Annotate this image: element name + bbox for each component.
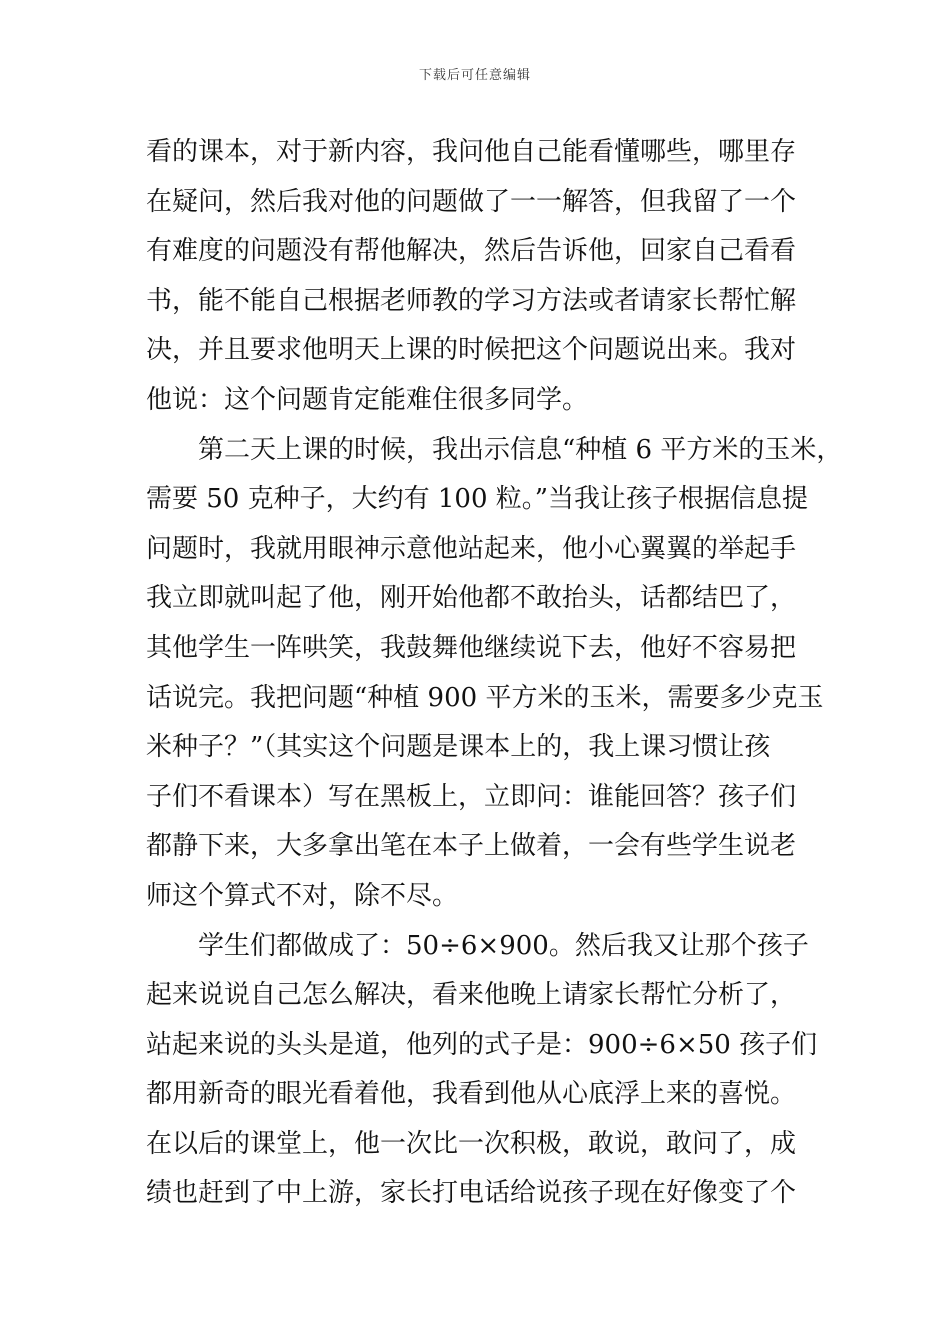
text-line: 他说：这个问题肯定能难住很多同学。 bbox=[146, 384, 589, 415]
text-line: 有难度的问题没有帮他解决，然后告诉他，回家自己看看 bbox=[146, 236, 797, 267]
text-line: 起来说说自己怎么解决，看来他晚上请家长帮忙分析了， bbox=[146, 980, 797, 1011]
text-line: 决，并且要求他明天上课的时候把这个问题说出来。我对 bbox=[146, 335, 797, 366]
text-line: 都静下来，大多拿出笔在本子上做着，一会有些学生说老 bbox=[146, 831, 797, 862]
text-line: 书，能不能自己根据老师教的学习方法或者请家长帮忙解 bbox=[146, 285, 797, 316]
text-line: 学生们都做成了：50÷6×900。然后我又让那个孩子 bbox=[146, 930, 809, 961]
text-line: 都用新奇的眼光看着他，我看到他从心底浮上来的喜悦。 bbox=[146, 1079, 797, 1110]
text-line: 话说完。我把问题“种植 900 平方米的玉米，需要多少克玉 bbox=[146, 682, 824, 713]
text-line: 第二天上课的时候，我出示信息“种植 6 平方米的玉米， bbox=[146, 434, 843, 465]
text-line: 师这个算式不对，除不尽。 bbox=[146, 880, 459, 911]
text-line: 米种子？”（其实这个问题是课本上的，我上课习惯让孩 bbox=[146, 732, 771, 763]
text-line: 在以后的课堂上，他一次比一次积极，敢说，敢问了，成 bbox=[146, 1128, 797, 1159]
text-line: 在疑问，然后我对他的问题做了一一解答，但我留了一个 bbox=[146, 186, 797, 217]
text-line: 需要 50 克种子，大约有 100 粒。”当我让孩子根据信息提 bbox=[146, 484, 809, 515]
text-line: 看的课本，对于新内容，我问他自己能看懂哪些，哪里存 bbox=[146, 137, 797, 167]
text-line: 其他学生一阵哄笑，我鼓舞他继续说下去，他好不容易把 bbox=[146, 632, 797, 663]
text-line: 站起来说的头头是道，他列的式子是：900÷6×50 孩子们 bbox=[146, 1029, 818, 1060]
document-body bbox=[146, 128, 843, 1219]
text-line: 我立即就叫起了他，刚开始他都不敢抬头，话都结巴了， bbox=[146, 583, 797, 614]
page-header: 下载后可任意编辑 bbox=[418, 68, 531, 83]
text-line: 绩也赶到了中上游，家长打电话给说孩子现在好像变了个 bbox=[146, 1178, 797, 1209]
text-line: 子们不看课本）写在黑板上，立即问：谁能回答？孩子们 bbox=[146, 781, 797, 812]
text-line: 问题时，我就用眼神示意他站起来，他小心翼翼的举起手 bbox=[146, 533, 797, 564]
